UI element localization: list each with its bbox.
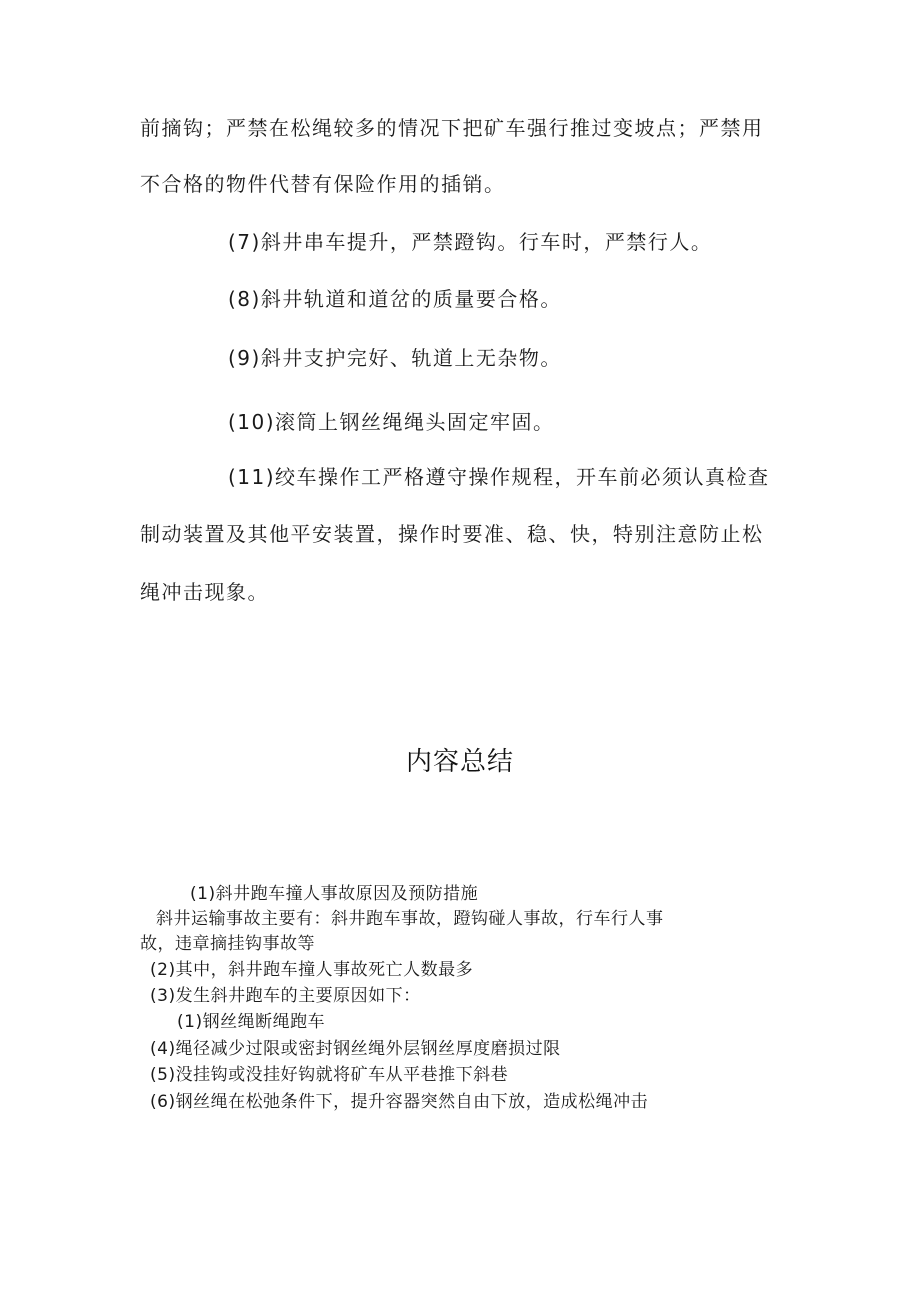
- summary-line-2: 斜井运输事故主要有：斜井跑车事故，蹬钩碰人事故，行车行人事: [156, 909, 664, 929]
- summary-line-9: (6)钢丝绳在松弛条件下，提升容器突然自由下放，造成松绳冲击: [150, 1092, 649, 1112]
- body-line-2: 不合格的物件代替有保险作用的插销。: [140, 172, 506, 196]
- summary-line-1: (1)斜井跑车撞人事故原因及预防措施: [190, 884, 479, 904]
- body-line-item-11: (11)绞车操作工严格遵守操作规程，开车前必须认真检查: [228, 465, 770, 489]
- body-line-item-10: (10)滚筒上钢丝绳绳头固定牢固。: [228, 410, 555, 434]
- body-line-item-11-cont-1: 制动装置及其他平安装置，操作时要准、稳、快，特别注意防止松: [140, 522, 764, 546]
- body-line-item-7: (7)斜井串车提升，严禁蹬钩。行车时，严禁行人。: [228, 230, 713, 254]
- body-line-item-11-cont-2: 绳冲击现象。: [140, 580, 269, 604]
- summary-line-8: (5)没挂钩或没挂好钩就将矿车从平巷推下斜巷: [150, 1065, 509, 1085]
- summary-line-6: (1)钢丝绳断绳跑车: [177, 1012, 326, 1032]
- body-line-item-9: (9)斜井支护完好、轨道上无杂物。: [228, 346, 562, 370]
- body-line-1: 前摘钩；严禁在松绳较多的情况下把矿车强行推过变坡点；严禁用: [140, 116, 764, 140]
- summary-line-7: (4)绳径减少过限或密封钢丝绳外层钢丝厚度磨损过限: [150, 1039, 561, 1059]
- summary-line-3: 故，违章摘挂钩事故等: [140, 934, 315, 954]
- summary-title: 内容总结: [405, 747, 514, 777]
- body-line-item-8: (8)斜井轨道和道岔的质量要合格。: [228, 287, 562, 311]
- summary-line-5: (3)发生斜井跑车的主要原因如下：: [150, 986, 421, 1006]
- summary-line-4: (2)其中，斜井跑车撞人事故死亡人数最多: [150, 960, 474, 980]
